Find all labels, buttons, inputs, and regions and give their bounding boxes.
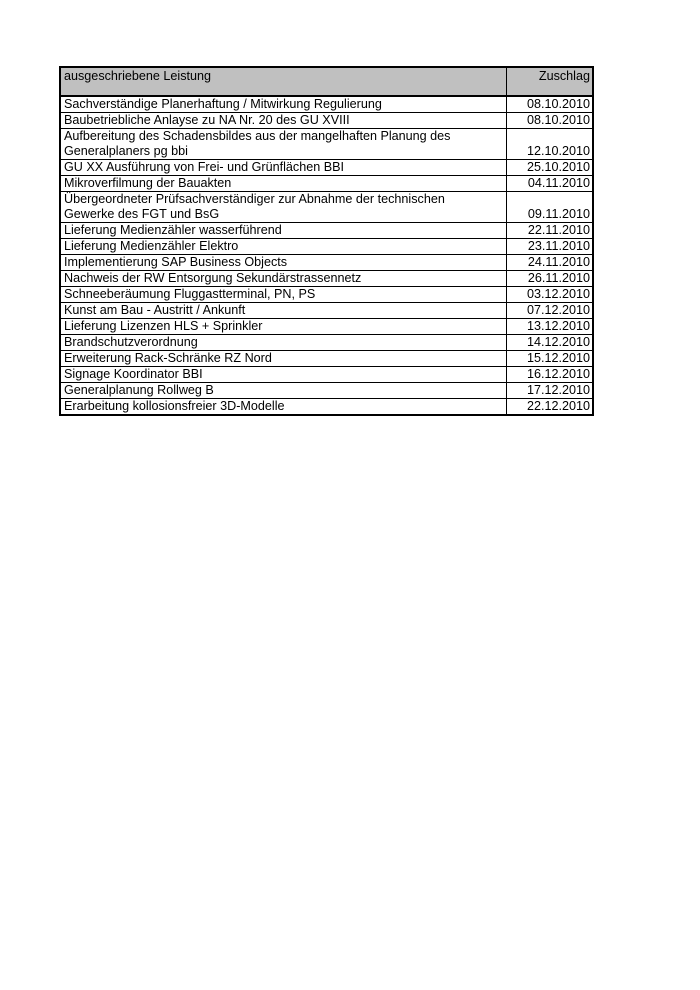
table-row [60, 335, 593, 351]
award-date: 24.11.2010 [506, 255, 593, 271]
table-row [60, 271, 593, 287]
service-description [60, 367, 506, 383]
service-description-line: Lieferung Lizenzen HLS + Sprinkler [64, 319, 263, 333]
service-description [60, 271, 506, 287]
award-table-sheet [59, 66, 592, 416]
table-row [60, 255, 593, 271]
table-row [60, 160, 593, 176]
service-description [60, 223, 506, 239]
service-description-line: Nachweis der RW Entsorgung Sekundärstrassennetz [64, 271, 362, 285]
service-description [60, 303, 506, 319]
table-row [60, 129, 593, 160]
service-description-line: Lieferung Medienzähler wasserführend [64, 223, 282, 237]
service-description [60, 287, 506, 303]
service-description [60, 239, 506, 255]
table-row [60, 96, 593, 113]
award-date: 26.11.2010 [506, 271, 593, 287]
service-description [60, 351, 506, 367]
table-header-row [60, 67, 593, 96]
table-row [60, 192, 593, 223]
service-description-line: Übergeordneter Prüfsachverständiger zur Abnahme der technischen [64, 192, 445, 206]
award-date: 09.11.2010 [506, 192, 593, 223]
award-date: 17.12.2010 [506, 383, 593, 399]
header-award-date: Zuschlag [506, 67, 593, 96]
table-row [60, 319, 593, 335]
award-date: 13.12.2010 [506, 319, 593, 335]
award-date: 16.12.2010 [506, 367, 593, 383]
award-date: 04.11.2010 [506, 176, 593, 192]
table-row [60, 176, 593, 192]
award-date: 22.12.2010 [506, 399, 593, 416]
service-description-line: Erarbeitung kollosionsfreier 3D-Modelle [64, 399, 285, 413]
award-date: 14.12.2010 [506, 335, 593, 351]
service-description [60, 129, 506, 160]
award-date: 12.10.2010 [506, 129, 593, 160]
service-description [60, 255, 506, 271]
service-description-line: Baubetriebliche Anlayse zu NA Nr. 20 des GU XVIII [64, 113, 350, 127]
service-description [60, 319, 506, 335]
service-description [60, 176, 506, 192]
header-service: ausgeschriebene Leistung [60, 67, 506, 96]
service-description [60, 383, 506, 399]
table-row [60, 399, 593, 416]
service-description [60, 160, 506, 176]
award-date: 23.11.2010 [506, 239, 593, 255]
table-row [60, 351, 593, 367]
award-date: 22.11.2010 [506, 223, 593, 239]
table-row [60, 287, 593, 303]
service-description-line: Implementierung SAP Business Objects [64, 255, 288, 269]
service-description-line: Kunst am Bau - Austritt / Ankunft [64, 303, 246, 317]
table-row [60, 367, 593, 383]
award-date: 07.12.2010 [506, 303, 593, 319]
service-description [60, 113, 506, 129]
service-description [60, 96, 506, 113]
service-description-line: Sachverständige Planerhaftung / Mitwirkung Regulierung [64, 97, 382, 111]
table-row [60, 303, 593, 319]
service-description [60, 399, 506, 416]
service-description-line: Aufbereitung des Schadensbildes aus der mangelhaften Planung des [64, 129, 451, 143]
award-table [59, 66, 594, 416]
service-description [60, 192, 506, 223]
table-row [60, 113, 593, 129]
award-date: 03.12.2010 [506, 287, 593, 303]
award-date: 08.10.2010 [506, 113, 593, 129]
service-description-line: Lieferung Medienzähler Elektro [64, 239, 239, 253]
service-description [60, 335, 506, 351]
table-row [60, 239, 593, 255]
service-description-line: GU XX Ausführung von Frei- und Grünflächen BBI [64, 160, 345, 174]
service-description-line: Generalplaners pg bbi [64, 144, 188, 158]
service-description-line: Generalplanung Rollweg B [64, 383, 214, 397]
award-date: 25.10.2010 [506, 160, 593, 176]
award-date: 08.10.2010 [506, 96, 593, 113]
service-description-line: Schneeberäumung Fluggastterminal, PN, PS [64, 287, 316, 301]
service-description-line: Erweiterung Rack-Schränke RZ Nord [64, 351, 272, 365]
award-date: 15.12.2010 [506, 351, 593, 367]
service-description-line: Signage Koordinator BBI [64, 367, 203, 381]
table-row [60, 223, 593, 239]
service-description-line: Brandschutzverordnung [64, 335, 198, 349]
service-description-line: Mikroverfilmung der Bauakten [64, 176, 232, 190]
table-row [60, 383, 593, 399]
service-description-line: Gewerke des FGT und BsG [64, 207, 220, 221]
table-body [60, 96, 593, 415]
